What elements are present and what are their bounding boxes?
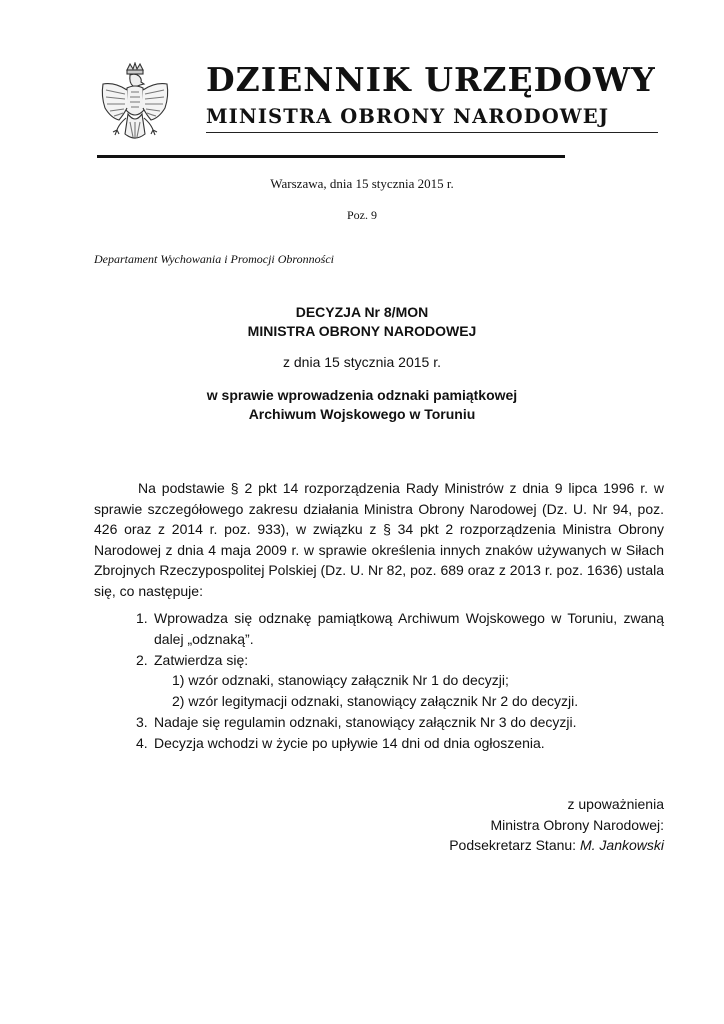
list-item	[136, 650, 664, 712]
department-name: Departament Wychowania i Promocji Obronności	[94, 252, 334, 266]
header-divider-thin	[206, 132, 658, 133]
list-item	[136, 712, 664, 733]
decision-number: DECYZJA Nr 8/MON	[295, 304, 429, 320]
decision-issuer: MINISTRA OBRONY NARODOWEJ	[247, 323, 477, 339]
journal-title: DZIENNIK URZĘDOWY	[206, 60, 656, 99]
place-date: Warszawa, dnia 15 stycznia 2015 r.	[270, 176, 454, 191]
polish-eagle-emblem-icon	[97, 62, 173, 154]
decision-subject-line1: w sprawie wprowadzenia odznaki pamiątkowej	[206, 387, 518, 403]
list-item	[136, 608, 664, 650]
signer-name: M. Jankowski	[579, 837, 664, 853]
signature-block	[449, 794, 664, 856]
decision-items-list	[136, 608, 664, 754]
decision-date: z dnia 15 stycznia 2015 r.	[283, 354, 441, 370]
signature-signer	[449, 835, 664, 856]
journal-subtitle: MINISTRA OBRONY NARODOWEJ	[206, 105, 610, 128]
signer-role: Podsekretarz Stanu:	[449, 837, 580, 853]
signature-authorization: z upoważnienia	[567, 796, 664, 812]
signature-authority: Ministra Obrony Narodowej:	[490, 816, 664, 833]
list-item	[136, 733, 664, 754]
list-item-text: Decyzja wchodzi w życie po upływie 14 dni od dnia ogłoszenia.	[154, 734, 545, 751]
preamble-text: Na podstawie § 2 pkt 14 rozporządzenia Rady Ministrów z dnia 9 lipca 1996 r. w sprawie szczegółowego zakresu działania Ministra Obrony Narodowej (Dz. U. Nr 94, poz. 426 oraz z 2014 r. poz. 933), w związku z § 34 pkt 2 rozporządzenia Ministra Obrony Narodowej z dnia 4 maja 2009 r. w sprawie określenia innych znaków używanych w Siłach Zbrojnych Rzeczypospolitej Polskiej (Dz. U. Nr 82, poz. 689 oraz z 2013 r. poz. 1636) ustala się, co następuje:	[94, 480, 664, 599]
list-item-number: 4.	[136, 734, 148, 751]
header-divider-thick	[97, 155, 565, 158]
list-item-text: Zatwierdza się:	[154, 651, 249, 668]
list-item-number: 1.	[136, 610, 148, 626]
list-item-number: 3.	[136, 713, 148, 730]
sub-item: 1) wzór odznaki, stanowiący załącznik Nr 1 do decyzji;	[172, 672, 509, 689]
preamble-paragraph	[94, 478, 664, 602]
decision-subject-line2: Archiwum Wojskowego w Toruniu	[248, 406, 476, 422]
list-item-text: Wprowadza się odznakę pamiątkową Archiwum Wojskowego w Toruniu, zwaną dalej „odznaką”.	[154, 610, 664, 647]
list-item-text: Nadaje się regulamin odznaki, stanowiący załącznik Nr 3 do decyzji.	[154, 713, 577, 730]
list-item-number: 2.	[136, 651, 148, 668]
sub-item: 2) wzór legitymacji odznaki, stanowiący załącznik Nr 2 do decyzji.	[172, 693, 579, 710]
position-number: Poz. 9	[347, 208, 377, 222]
